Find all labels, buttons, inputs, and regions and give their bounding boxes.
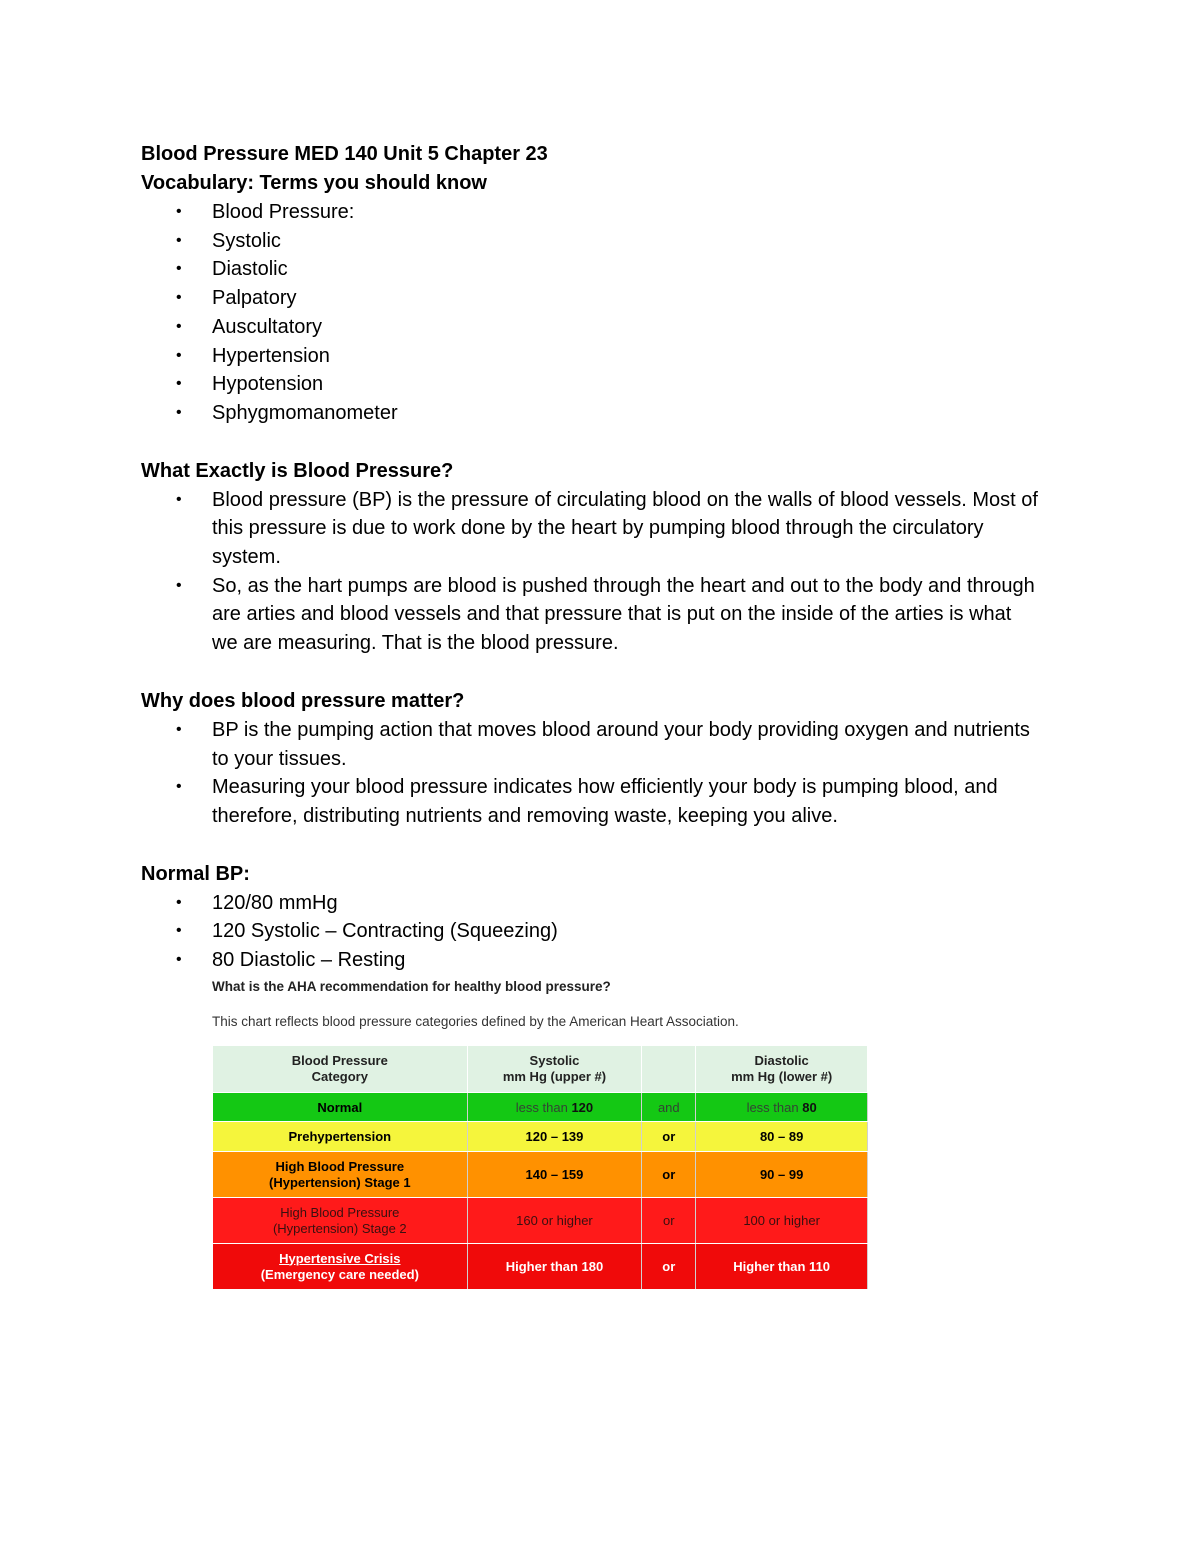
list-item: • Diastolic	[141, 255, 1042, 284]
bp-category-table	[212, 1045, 868, 1290]
bullet-icon: •	[176, 951, 182, 969]
bullet-icon: •	[176, 893, 182, 911]
systolic-cell: 140 – 159	[467, 1152, 642, 1198]
diastolic-cell: less than 80	[696, 1093, 868, 1122]
crisis-link: Hypertensive Crisis	[279, 1250, 401, 1266]
bullet-icon: •	[176, 346, 182, 364]
conjunction-cell: or	[642, 1122, 696, 1152]
category-cell: Normal	[213, 1093, 468, 1122]
table-row	[213, 1122, 868, 1152]
list-item: • Auscultatory	[141, 313, 1042, 342]
what-heading: What Exactly is Blood Pressure?	[141, 459, 454, 482]
bullet-icon: •	[176, 203, 182, 220]
why-list	[141, 716, 1041, 831]
bullet-icon: •	[176, 375, 182, 393]
list-item: • Blood pressure (BP) is the pressure of circulating blood on the walls of blood vessels. Most of this pressure is due to work done by the heart by pumping blood through the circulatory system.	[141, 486, 1042, 572]
what-list	[141, 486, 1041, 658]
list-item: • 120/80 mmHg	[141, 889, 1042, 918]
diastolic-cell: 90 – 99	[696, 1152, 868, 1198]
table-header-row	[213, 1046, 868, 1093]
conjunction-cell: or	[642, 1152, 696, 1198]
header-conjunction	[642, 1046, 696, 1093]
bullet-icon: •	[176, 231, 182, 249]
vocab-heading: Vocabulary: Terms you should know	[141, 172, 487, 194]
list-item: • Sphygmomanometer	[141, 399, 1042, 428]
list-item: • Hypertension	[141, 342, 1042, 371]
document-title: Blood Pressure MED 140 Unit 5 Chapter 23	[141, 143, 548, 165]
normal-bp-list	[141, 889, 1041, 975]
conjunction-cell: or	[642, 1244, 696, 1290]
header-category: Blood Pressure Category	[213, 1046, 468, 1093]
systolic-cell: 120 – 139	[467, 1122, 642, 1152]
list-item: • So, as the hart pumps are blood is pushed through the heart and out to the body and through are arties and blood vessels and that pressure that is put on the inside of the arties is what we are measuring. That is the blood pressure.	[141, 572, 1042, 658]
table-row	[213, 1152, 868, 1198]
header-diastolic: Diastolic mm Hg (lower #)	[696, 1046, 868, 1093]
bullet-icon: •	[176, 576, 182, 594]
conjunction-cell: or	[642, 1198, 696, 1244]
diastolic-cell: 80 – 89	[696, 1122, 868, 1152]
systolic-cell: 160 or higher	[467, 1198, 642, 1244]
bullet-icon: •	[176, 490, 182, 508]
why-heading: Why does blood pressure matter?	[141, 689, 465, 712]
list-item: • 80 Diastolic – Resting	[141, 946, 1042, 975]
bullet-icon: •	[176, 922, 182, 940]
category-cell: High Blood Pressure (Hypertension) Stage 1	[213, 1152, 468, 1198]
list-item: • Palpatory	[141, 284, 1042, 313]
systolic-cell: Higher than 180	[467, 1244, 642, 1290]
table-row	[213, 1244, 868, 1290]
list-item: • Blood Pressure:	[141, 198, 1042, 227]
diastolic-cell: 100 or higher	[696, 1198, 868, 1244]
list-item: • Measuring your blood pressure indicates how efficiently your body is pumping blood, and therefore, distributing nutrients and removing waste, keeping you alive.	[141, 773, 1042, 830]
bullet-icon: •	[176, 403, 182, 421]
table-row	[213, 1198, 868, 1244]
diastolic-cell: Higher than 110	[696, 1244, 868, 1290]
list-item: • Systolic	[141, 227, 1042, 256]
category-cell: Prehypertension	[213, 1122, 468, 1152]
aha-chart-image	[212, 976, 872, 1290]
category-cell: Hypertensive Crisis (Emergency care needed)	[213, 1244, 468, 1290]
bullet-icon: •	[176, 720, 182, 738]
vocab-list	[141, 198, 1041, 428]
bullet-icon: •	[176, 289, 182, 307]
bullet-icon: •	[176, 260, 182, 278]
category-cell: High Blood Pressure (Hypertension) Stage 2	[213, 1198, 468, 1244]
aha-chart-title: What is the AHA recommendation for healthy blood pressure?	[212, 979, 611, 994]
systolic-cell: less than 120	[467, 1093, 642, 1122]
list-item: • Hypotension	[141, 370, 1042, 399]
document-body	[141, 140, 1041, 975]
bullet-icon: •	[176, 317, 182, 335]
list-item: • BP is the pumping action that moves blood around your body providing oxygen and nutrients to your tissues.	[141, 716, 1042, 773]
aha-chart-description: This chart reflects blood pressure categories defined by the American Heart Association.	[212, 1014, 739, 1029]
bullet-icon: •	[176, 778, 182, 796]
conjunction-cell: and	[642, 1093, 696, 1122]
table-row	[213, 1093, 868, 1122]
normal-bp-heading: Normal BP:	[141, 862, 250, 885]
header-systolic: Systolic mm Hg (upper #)	[467, 1046, 642, 1093]
list-item: • 120 Systolic – Contracting (Squeezing)	[141, 917, 1042, 946]
